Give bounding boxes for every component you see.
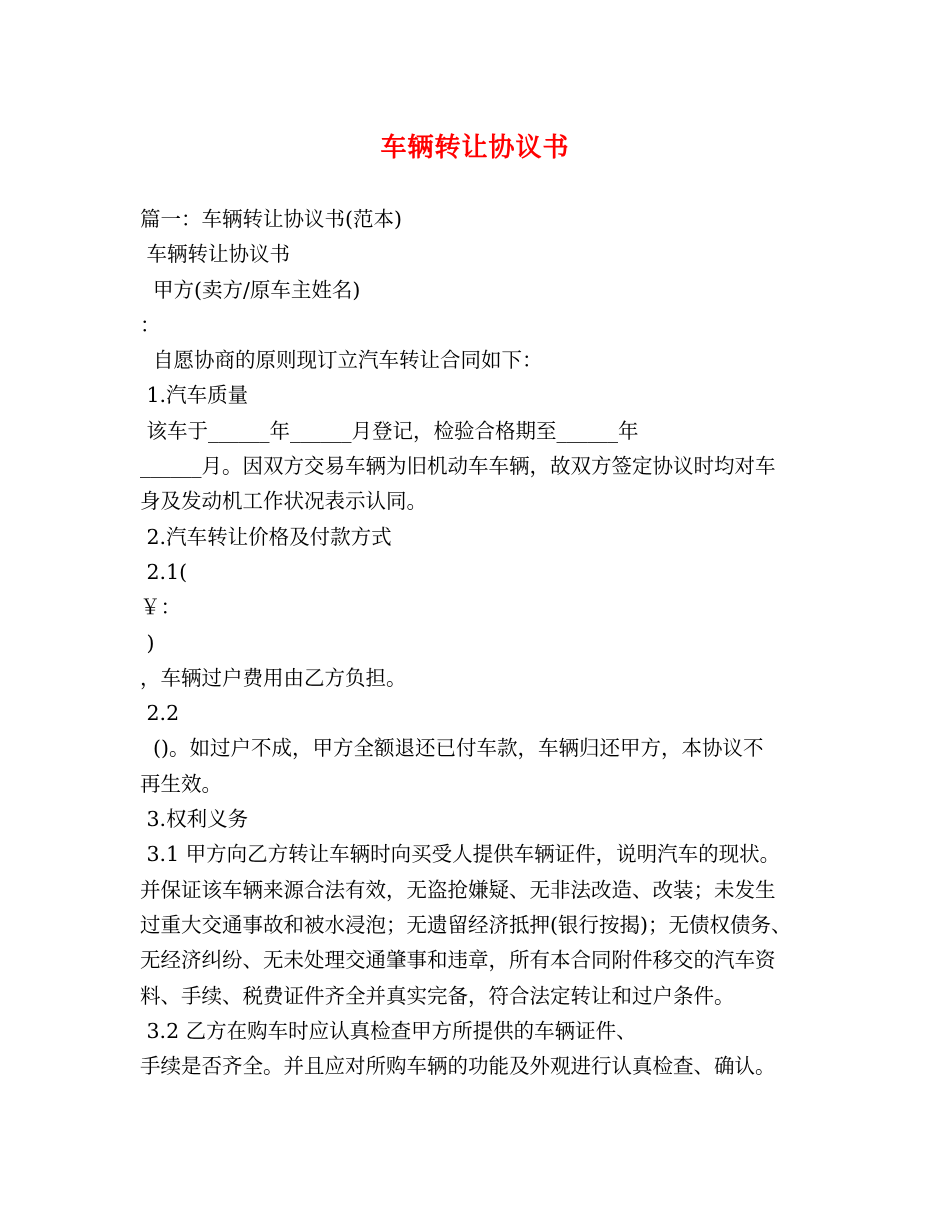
paragraph-line: 3.1 甲方向乙方转让车辆时向买受人提供车辆证件，说明汽车的现状。	[140, 842, 781, 867]
paragraph-line: 再生效。	[140, 771, 222, 796]
paragraph-line: 3.2 乙方在购车时应认真检查甲方所提供的车辆证件、	[140, 1018, 637, 1043]
paragraph-line: 车辆转让协议书	[140, 242, 291, 267]
document-title: 车辆转让协议书	[380, 133, 570, 163]
paragraph-line: 料、手续、税费证件齐全并真实完备，符合法定转让和过户条件。	[140, 983, 735, 1008]
paragraph-line: ______月。因双方交易车辆为旧机动车车辆，故双方签定协议时均对车	[140, 454, 776, 479]
paragraph-line: 无经济纠纷、无未处理交通肇事和违章，所有本合同附件移交的汽车资	[140, 948, 776, 973]
section-heading: 3.权利义务	[140, 807, 249, 832]
section-heading: 2.汽车转让价格及付款方式	[140, 524, 392, 549]
paragraph-line: ，车辆过户费用由乙方负担。	[140, 665, 407, 690]
paragraph-line: ：	[140, 312, 161, 337]
document-body	[140, 202, 830, 1084]
paragraph-line: 自愿协商的原则现订立汽车转让合同如下：	[140, 348, 543, 373]
paragraph-line: 篇一：车辆转让协议书(范本)	[140, 207, 402, 231]
paragraph-line: )	[140, 630, 155, 655]
paragraph-line: ￥：	[140, 595, 181, 620]
section-heading: 1.汽车质量	[140, 383, 249, 408]
paragraph-line: 2.1(	[140, 559, 188, 584]
paragraph-line: 甲方(卖方/原车主姓名)	[140, 277, 361, 302]
paragraph-line: 手续是否齐全。并且应对所购车辆的功能及外观进行认真检查、确认。	[140, 1054, 776, 1079]
paragraph-line: 身及发动机工作状况表示认同。	[140, 489, 427, 514]
paragraph-line: 并保证该车辆来源合法有效，无盗抢嫌疑、无非法改造、改装；未发生	[140, 877, 776, 902]
paragraph-line: 该车于______年______月登记，检验合格期至______年	[140, 418, 639, 443]
paragraph-line: 过重大交通事故和被水浸泡；无遗留经济抵押(银行按揭)；无债权债务、	[140, 912, 792, 937]
paragraph-line: 2.2	[140, 701, 180, 726]
paragraph-line: ()。如过户不成，甲方全额退还已付车款，车辆归还甲方，本协议不	[140, 736, 764, 761]
